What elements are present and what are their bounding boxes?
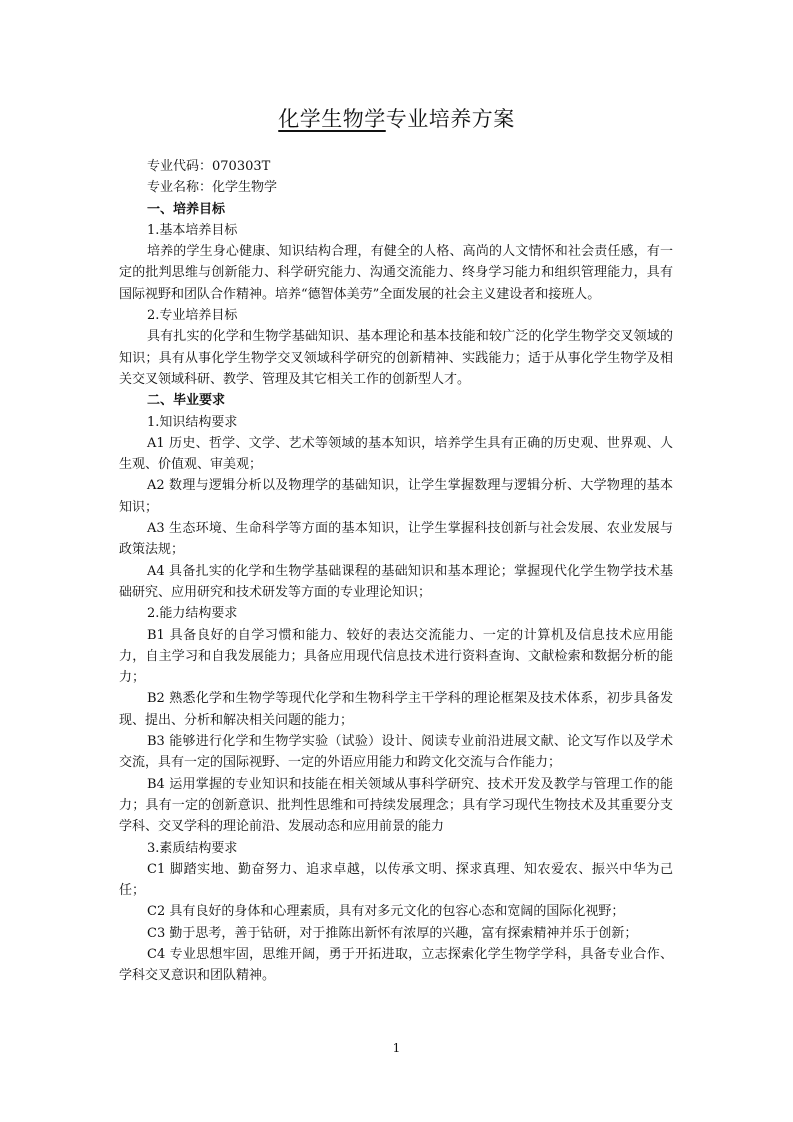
paragraph-major-goal: 具有扎实的化学和生物学基础知识、基本理论和基本技能和较广泛的化学生物学交叉领域的知识；具有从事化学生物学交叉领域科学研究的创新精神、实践能力；适于从事化学生物学及相关交叉领域科研、教学、管理及其它相关工作的创新型人才。 xyxy=(119,329,673,387)
requirement-a4: A4 具备扎实的化学和生物学基础课程的基础知识和基本理论；掌握现代化学生物学技术基础研究、应用研究和技术研发等方面的专业理论知识； xyxy=(119,563,673,600)
subheading-basic-goal: 1.基本培养目标 xyxy=(147,222,238,238)
requirement-a2: A2 数理与逻辑分析以及物理学的基础知识，让学生掌握数理与逻辑分析、大学物理的基本知识； xyxy=(119,478,673,515)
requirement-c2: C2 具有良好的身体和心理素质，具有对多元文化的包容心态和宽阔的国际化视野； xyxy=(147,904,625,920)
major-name-line xyxy=(119,177,673,198)
section-heading-training-goals: 一、培养目标 xyxy=(147,201,226,217)
title-rest: 专业培养方案 xyxy=(385,107,515,131)
requirement-b1: B1 具备良好的自学习惯和能力、较好的表达交流能力、一定的计算机及信息技术应用能力，自主学习和自我发展能力；具备应用现代信息技术进行资料查询、文献检索和数据分析的能力； xyxy=(119,627,673,686)
requirement-a1: A1 历史、哲学、文学、艺术等领域的基本知识，培养学生具有正确的历史观、世界观、人生观、价值观、审美观； xyxy=(119,435,673,473)
title-major-underlined: 化学生物学 xyxy=(278,107,386,131)
document-body xyxy=(119,156,673,987)
major-name-label: 专业名称： xyxy=(147,180,213,196)
requirement-a3: A3 生态环境、生命科学等方面的基本知识，让学生掌握科技创新与社会发展、农业发展与政策法规； xyxy=(119,521,673,558)
subheading-major-goal: 2.专业培养目标 xyxy=(147,308,238,324)
subheading-quality-requirements: 3.素质结构要求 xyxy=(147,840,238,856)
major-code-line xyxy=(119,156,673,177)
major-code-label: 专业代码： xyxy=(147,159,213,174)
requirement-b3: B3 能够进行化学和生物学实验（试验）设计、阅读专业前沿进展文献、论文写作以及学术交流，具有一定的国际视野、一定的外语应用能力和跨文化交流与合作能力； xyxy=(119,734,673,771)
requirement-c4: C4 专业思想牢固，思维开阔，勇于开拓进取，立志探索化学生物学学科，具备专业合作、学科交叉意识和团队精神。 xyxy=(119,946,673,984)
requirement-b2: B2 熟悉化学和生物学等现代化学和生物科学主干学科的理论框架及技术体系，初步具备发现、提出、分析和解决相关问题的能力； xyxy=(119,691,673,728)
section-heading-graduation-requirements: 二、毕业要求 xyxy=(147,393,226,409)
paragraph-basic-goal: 培养的学生身心健康、知识结构合理，有健全的人格、高尚的人文情怀和社会责任感，有一定的批判思维与创新能力、科学研究能力、沟通交流能力、终身学习能力和组织管理能力，具有国际视野和团队合作精神。培养“德智体美劳”全面发展的社会主义建设者和接班人。 xyxy=(119,244,673,302)
major-name-value: 化学生物学 xyxy=(212,180,278,196)
requirement-c1: C1 脚踏实地、勤奋努力、追求卓越，以传承文明、探求真理、知农爱农、振兴中华为己任； xyxy=(119,861,673,899)
page-number: 1 xyxy=(392,1041,401,1055)
subheading-knowledge-requirements: 1.知识结构要求 xyxy=(147,414,238,430)
requirement-b4: B4 运用掌握的专业知识和技能在相关领域从事科学研究、技术开发及教学与管理工作的能力；具有一定的创新意识、批判性思维和可持续发展理念；具有学习现代生物技术及其重要分支学科、交叉学科的理论前沿、发展动态和应用前景的能力 xyxy=(119,776,673,835)
requirement-c3: C3 勤于思考，善于钻研，对于推陈出新怀有浓厚的兴趣，富有探索精神并乐于创新； xyxy=(147,925,638,941)
major-code-value: 070303T xyxy=(212,159,271,174)
page-title xyxy=(0,104,793,134)
subheading-ability-requirements: 2.能力结构要求 xyxy=(147,606,238,622)
